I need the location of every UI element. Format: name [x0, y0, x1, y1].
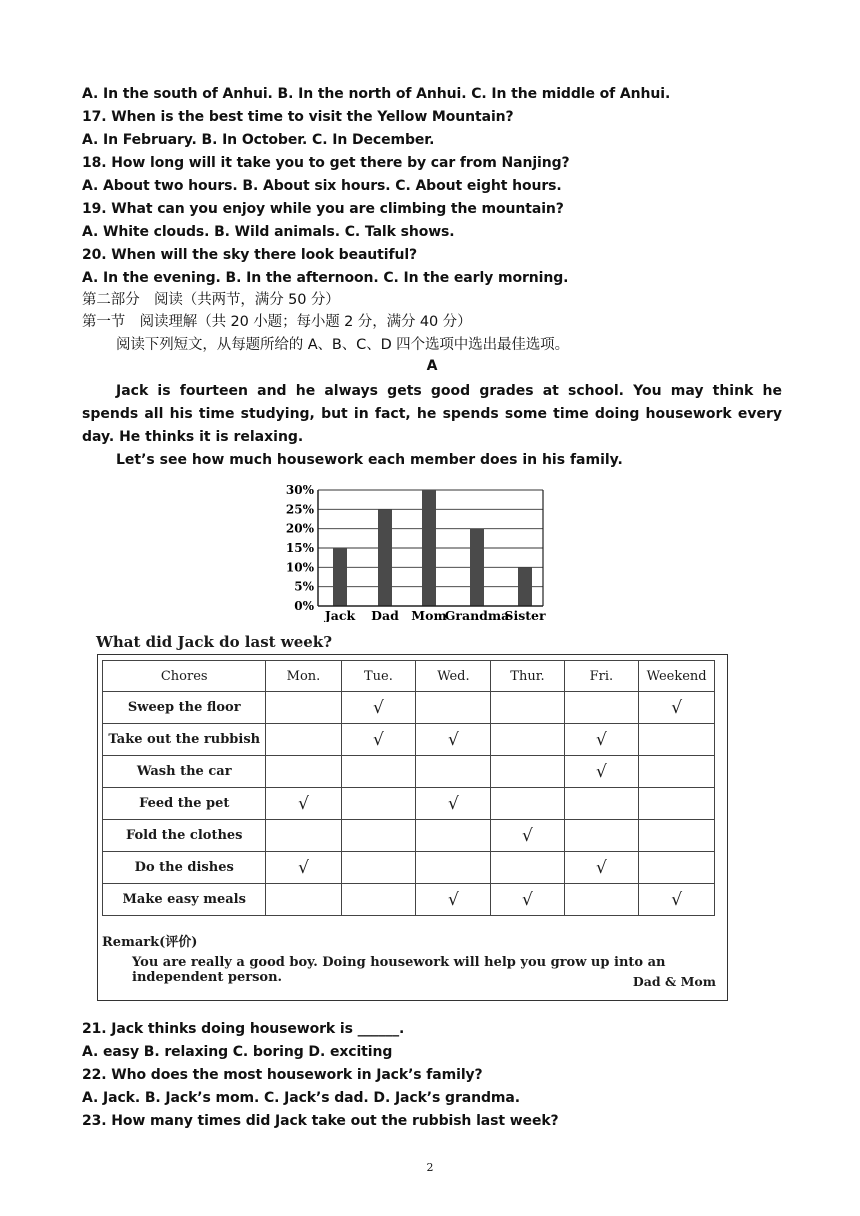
header-chores: Chores	[103, 661, 266, 692]
subsection-heading: 第一节 阅读理解（共 20 小题；每小题 2 分，满分 40 分）	[82, 314, 472, 330]
table-row	[103, 884, 715, 916]
passage-paragraph-1: Jack is fourteen and he always gets good grades at school. You may think he spends all his time studying, but in fact, he spends some time doing housework every day. He thinks it is relaxing.	[82, 383, 782, 445]
chore-cell	[266, 724, 341, 756]
y-tick-label: 5%	[294, 579, 314, 594]
bar-sister	[518, 567, 532, 606]
section-heading: 第二部分 阅读（共两节，满分 50 分）	[82, 292, 340, 308]
chore-cell	[266, 692, 341, 724]
bar-jack	[333, 548, 347, 606]
housework-figure	[88, 478, 738, 1006]
table-row	[103, 756, 715, 788]
check-mark-icon: √	[448, 793, 459, 814]
instruction: 阅读下列短文，从每题所给的 A、B、C、D 四个选项中选出最佳选项。	[116, 337, 569, 353]
question-21: 21. Jack thinks doing housework is ______.	[82, 1021, 405, 1037]
chore-cell	[564, 756, 639, 788]
options-22: A. Jack. B. Jack’s mom. C. Jack’s dad. D. Jack’s grandma.	[82, 1090, 520, 1106]
header-mon: Mon.	[266, 661, 341, 692]
chore-name: Wash the car	[103, 756, 266, 788]
option-line-16: A. In the south of Anhui. B. In the north of Anhui. C. In the middle of Anhui.	[82, 86, 671, 102]
chore-cell	[416, 724, 491, 756]
check-mark-icon: √	[373, 697, 384, 718]
option-line-19: A. White clouds. B. Wild animals. C. Talk shows.	[82, 224, 455, 240]
chore-name: Sweep the floor	[103, 692, 266, 724]
table-title: What did Jack do last week?	[96, 633, 332, 651]
chore-cell	[639, 788, 715, 820]
y-tick-label: 25%	[285, 502, 314, 517]
x-label-dad: Dad	[371, 608, 399, 622]
check-mark-icon: √	[595, 761, 607, 782]
x-label-mom: Mom	[411, 608, 447, 622]
passage-paragraph-2: Let’s see how much housework each member does in his family.	[116, 452, 623, 468]
check-mark-icon: √	[671, 889, 683, 910]
chore-cell	[341, 724, 416, 756]
chore-cell	[416, 692, 491, 724]
chore-cell	[639, 884, 715, 916]
check-mark-icon: √	[595, 857, 607, 878]
chore-cell	[491, 756, 564, 788]
chore-cell	[639, 724, 715, 756]
chore-cell	[491, 852, 564, 884]
chore-cell	[564, 788, 639, 820]
table-row	[103, 852, 715, 884]
chore-cell	[416, 884, 491, 916]
chore-cell	[341, 820, 416, 852]
y-tick-label: 20%	[285, 521, 314, 536]
bar-mom	[422, 490, 436, 606]
check-mark-icon: √	[522, 889, 533, 910]
header-weekend: Weekend	[639, 661, 715, 692]
chore-cell	[491, 788, 564, 820]
bar-grandma	[470, 529, 484, 606]
chore-cell	[491, 820, 564, 852]
chore-cell	[266, 788, 341, 820]
table-row	[103, 820, 715, 852]
check-mark-icon: √	[373, 729, 384, 750]
question-22: 22. Who does the most housework in Jack’s family?	[82, 1067, 483, 1083]
y-tick-label: 30%	[285, 483, 314, 497]
remark-text: You are really a good boy. Doing housework will help you grow up into an independent person.	[132, 955, 666, 985]
chore-cell	[266, 820, 341, 852]
chore-name: Do the dishes	[103, 852, 266, 884]
question-20: 20. When will the sky there look beautiful?	[82, 247, 418, 263]
chore-cell	[266, 756, 341, 788]
table-row	[103, 724, 715, 756]
question-17: 17. When is the best time to visit the Yellow Mountain?	[82, 109, 514, 125]
chore-cell	[416, 852, 491, 884]
header-fri: Fri.	[564, 661, 639, 692]
option-line-20: A. In the evening. B. In the afternoon. C. In the early morning.	[82, 270, 569, 286]
x-label-jack: Jack	[324, 608, 356, 622]
question-23: 23. How many times did Jack take out the rubbish last week?	[82, 1113, 559, 1129]
remark-signature: Dad & Mom	[632, 974, 716, 989]
header-tue: Tue.	[341, 661, 416, 692]
chore-cell	[564, 692, 639, 724]
chore-cell	[491, 724, 564, 756]
bar-dad	[378, 509, 392, 606]
page-number: 2	[426, 1161, 434, 1174]
question-19: 19. What can you enjoy while you are climbing the mountain?	[82, 201, 564, 217]
chore-name: Fold the clothes	[103, 820, 266, 852]
chore-cell	[639, 852, 715, 884]
chore-cell	[341, 884, 416, 916]
chore-name: Make easy meals	[103, 884, 266, 916]
x-label-grandma: Grandma	[444, 608, 510, 622]
header-thur: Thur.	[491, 661, 564, 692]
check-mark-icon: √	[298, 793, 309, 814]
chore-cell	[639, 756, 715, 788]
passage-letter: A	[426, 358, 438, 374]
option-line-18: A. About two hours. B. About six hours. C. About eight hours.	[82, 178, 562, 194]
chore-cell	[639, 692, 715, 724]
chore-cell	[341, 692, 416, 724]
chore-name: Take out the rubbish	[103, 724, 266, 756]
option-line-17: A. In February. B. In October. C. In December.	[82, 132, 435, 148]
table-header-row	[103, 661, 715, 692]
chore-cell	[564, 724, 639, 756]
chore-cell	[341, 852, 416, 884]
chore-name: Feed the pet	[103, 788, 266, 820]
chore-cell	[416, 756, 491, 788]
check-mark-icon: √	[298, 857, 309, 878]
chore-cell	[639, 820, 715, 852]
check-mark-icon: √	[522, 825, 533, 846]
check-mark-icon: √	[671, 697, 683, 718]
y-tick-label: 0%	[294, 599, 314, 613]
remark-label: Remark(评价)	[102, 935, 198, 950]
options-21: A. easy B. relaxing C. boring D. exciting	[82, 1044, 393, 1060]
table-row	[103, 788, 715, 820]
x-label-sister: Sister	[504, 608, 546, 622]
chore-cell	[564, 884, 639, 916]
chore-cell	[564, 820, 639, 852]
header-wed: Wed.	[416, 661, 491, 692]
check-mark-icon: √	[595, 729, 607, 750]
housework-bar-chart	[278, 480, 548, 622]
chore-cell	[341, 756, 416, 788]
chore-cell	[564, 852, 639, 884]
check-mark-icon: √	[448, 729, 459, 750]
chore-cell	[491, 692, 564, 724]
chore-cell	[341, 788, 416, 820]
chores-table	[102, 660, 715, 916]
question-18: 18. How long will it take you to get there by car from Nanjing?	[82, 155, 570, 171]
table-row	[103, 692, 715, 724]
y-tick-label: 10%	[285, 560, 314, 575]
check-mark-icon: √	[448, 889, 459, 910]
chore-cell	[416, 788, 491, 820]
y-tick-label: 15%	[285, 541, 314, 555]
chore-cell	[266, 884, 341, 916]
chore-cell	[416, 820, 491, 852]
chore-cell	[491, 884, 564, 916]
chore-cell	[266, 852, 341, 884]
